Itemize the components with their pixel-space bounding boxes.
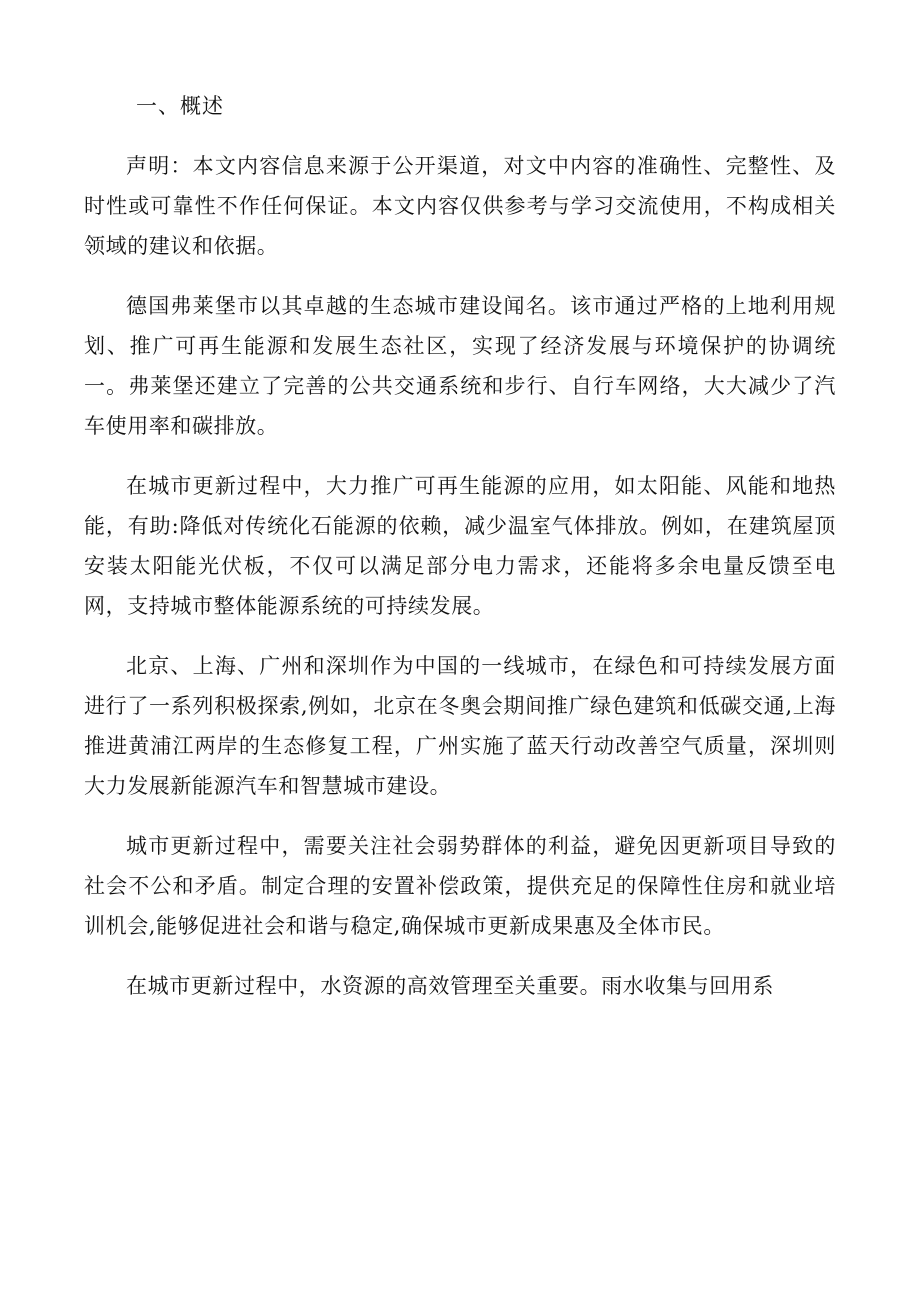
- paragraph-first-tier-cities: 北京、上海、广州和深圳作为中国的一线城市，在绿色和可持续发展方面进行了一系列积极探索,例如，北京在冬奥会期间推广绿色建筑和低碳交通,上海推进黄浦江两岸的生态修复工程，广州实施了蓝天行动改善空气质量，深圳则大力发展新能源汽车和智慧城市建设。: [84, 654, 836, 798]
- document-body: [84, 146, 836, 1026]
- paragraph-renewable-energy: 在城市更新过程中，大力推广可再生能源的应用，如太阳能、风能和地热能，有助:降低对传统化石能源的依赖，减少温室气体排放。例如，在建筑屋顶安装太阳能光伏板，不仅可以满足部分电力需求，还能将多余电量反馈至电网，支持城市整体能源系统的可持续发展。: [84, 474, 836, 618]
- paragraph-social-equity: 城市更新过程中，需要关注社会弱势群体的利益，避免因更新项目导致的社会不公和矛盾。制定合理的安置补偿政策，提供充足的保障性住房和就业培训机会,能够促进社会和谐与稳定,确保城市更新成果惠及全体市民。: [84, 834, 836, 938]
- paragraph-water-management: 在城市更新过程中，水资源的高效管理至关重要。雨水收集与回用系: [126, 974, 774, 998]
- paragraph-disclaimer: 声明：本文内容信息来源于公开渠道，对文中内容的准确性、完整性、及时性或可靠性不作任何保证。本文内容仅供参考与学习交流使用，不构成相关领域的建议和依据。: [84, 154, 836, 258]
- section-heading: 一、概述: [136, 94, 224, 118]
- paragraph-freiburg: 德国弗莱堡市以其卓越的生态城市建设闻名。该市通过严格的上地利用规划、推广可再生能源和发展生态社区，实现了经济发展与环境保护的协调统一。弗莱堡还建立了完善的公共交通系统和步行、自行车网络，大大减少了汽车使用率和碳排放。: [84, 294, 836, 438]
